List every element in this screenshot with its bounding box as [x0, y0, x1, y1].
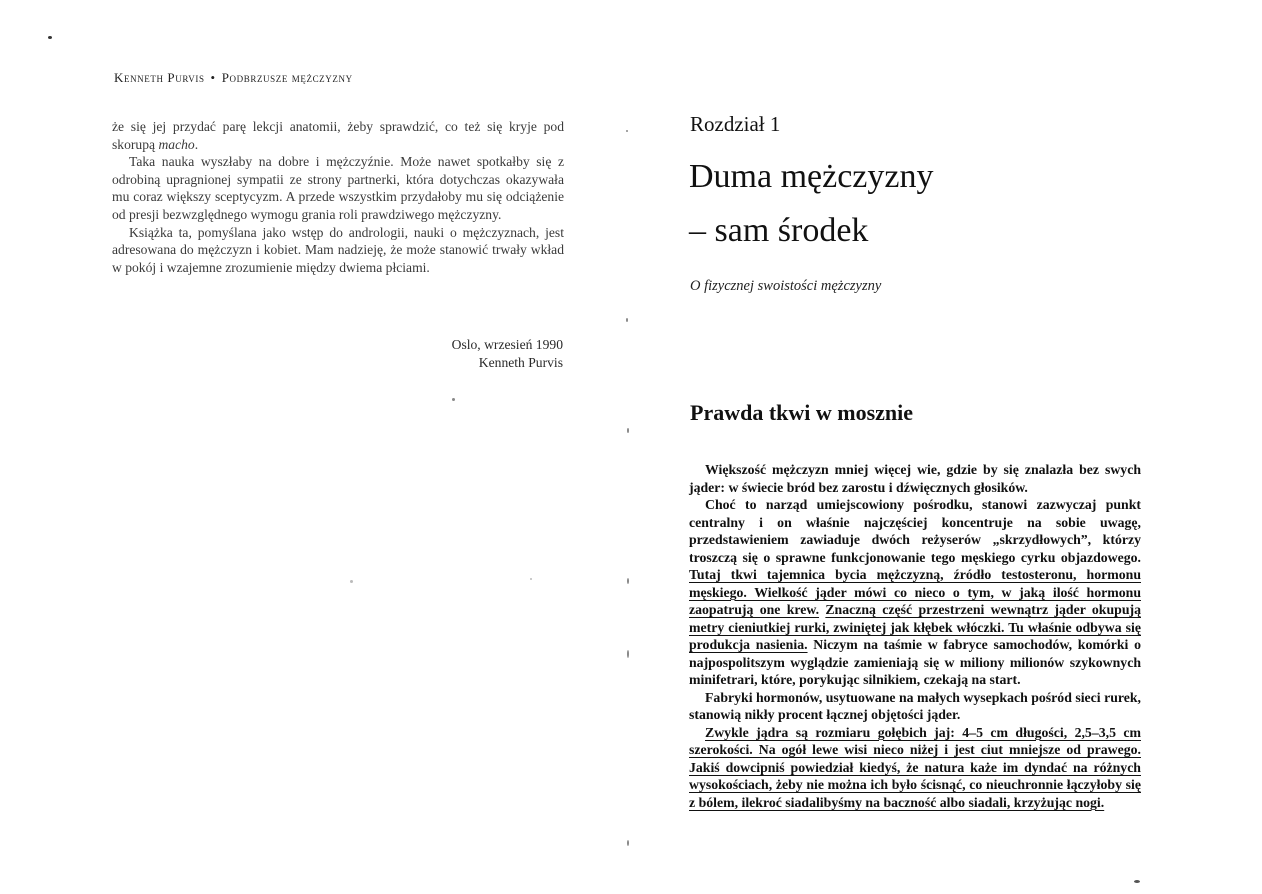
scan-speck: [627, 428, 629, 433]
scan-speck: [530, 578, 532, 580]
body-paragraph: Choć to narząd umiejscowiony pośrodku, stanowi zazwyczaj punkt centralny i on właśnie najczęściej koncentruje na sobie uwagę, przedstawieniem zawiaduje dwóch reżyserów „skrzydłowych”, którzy troszczą się o sprawne funkcjonowanie tego męskiego cyrku objazdowego. Tutaj tkwi tajemnica bycia mężczyzną, źródło testosteronu, hormonu męskiego. Wielkość jąder mówi co nieco o tym, w jaką ilość hormonu zaopatrują one krew. Znaczną część przestrzeni wewnątrz jąder okupują metry cieniutkiej rurki, zwiniętej jak kłębek włóczki. Tu właśnie odbywa się produkcja nasienia. Niczym na taśmie w fabryce samochodów, komórki o najpospolitszym wyglądzie zamieniają się w miliony milionów szykownych minifetrari, które, porykując silnikiem, czekają na start.: [689, 497, 1141, 687]
body-paragraph: Fabryki hormonów, usytuowane na małych wysepkach pośród sieci rurek, stanowią nikły procent łącznej objętości jąder.: [689, 689, 1141, 722]
scan-speck: [350, 580, 353, 583]
signature-place-date: Oslo, wrzesień 1990: [451, 337, 563, 352]
body-paragraph: [689, 724, 1141, 812]
preface-signature: [380, 336, 563, 372]
preface-paragraph: Taka nauka wyszłaby na dobre i mężczyźnie. Może nawet spotkałby się z odrobiną upragnionej sympatii ze strony partnerki, która dotychczas okazywała mu coraz większy sceptycyzm. A przede wszystkim przydałoby mu się odciążenie od presji bezwzględnego wymogu grania roli prawdziwego mężczyzny.: [112, 154, 564, 222]
scan-speck: [627, 578, 629, 584]
chapter-label: Rozdział 1: [690, 112, 781, 136]
signature-name: Kenneth Purvis: [478, 355, 563, 370]
header-separator: •: [210, 70, 216, 85]
scan-speck: [48, 36, 52, 39]
header-book-title: Podbrzusze mężczyzny: [221, 70, 353, 85]
scan-speck: [626, 318, 628, 322]
chapter-title: [689, 150, 1149, 258]
scan-speck: [1134, 880, 1140, 883]
chapter-title-line2: – sam środek: [689, 212, 869, 249]
running-header: [114, 70, 353, 86]
italic-macho: macho: [158, 136, 195, 152]
underlined-passage: Tutaj tkwi tajemnica bycia mężczyzną, źródło testosteronu, hormonu męskiego. Wielkość jąder mówi co nieco o tym, w jaką ilość hormonu zaopatrują one krew.: [689, 567, 1141, 617]
scan-speck: [627, 840, 629, 846]
underlined-passage: Zwykle jądra są rozmiaru gołębich jaj: 4–5 cm długości, 2,5–3,5 cm szerokości. Na ogół lewe wisi nieco niżej i jest ciut mniejsze od prawego. Jakiś dowcipniś powiedział kiedyś, że natura każe im dyndać na różnych wysokościach, żeby nie można ich było ścisnąć, co nieuchronnie łączyłoby się z bólem, ilekroć siadalibyśmy na baczność albo siadali, krzyżując nogi.: [689, 724, 1141, 810]
chapter-subtitle: O fizycznej swoistości mężczyzny: [690, 278, 882, 294]
right-page: [640, 0, 1262, 894]
scan-speck: [626, 130, 628, 132]
preface-paragraph: Książka ta, pomyślana jako wstęp do andrologii, nauki o mężczyznach, jest adresowana do mężczyzn i kobiet. Mam nadzieję, że może stanowić trwały wkład w pokój i wzajemne zrozumienie między dwiema płciami.: [112, 224, 564, 275]
preface-text: [112, 118, 564, 276]
header-author: Kenneth Purvis: [114, 70, 205, 85]
section-title: Prawda tkwi w mosznie: [690, 400, 914, 425]
scan-speck: [627, 650, 629, 658]
underlined-passage: Znaczną część przestrzeni wewnątrz jąder okupują metry cieniutkiej rurki, zwiniętej jak kłębek włóczki. Tu właśnie odbywa się produkcja nasienia.: [689, 602, 1141, 652]
body-paragraph: Większość mężczyzn mniej więcej wie, gdzie by się znalazła bez swych jąder: w świecie bród bez zarostu i dźwięcznych głosików.: [689, 462, 1141, 495]
preface-paragraph: że się jej przydać parę lekcji anatomii, żeby sprawdzić, co też się kryje pod skorupą macho.: [112, 119, 564, 152]
scan-speck: [452, 398, 455, 401]
chapter-title-line1: Duma mężczyzny: [689, 158, 934, 195]
chapter-body-text: [689, 461, 1141, 811]
